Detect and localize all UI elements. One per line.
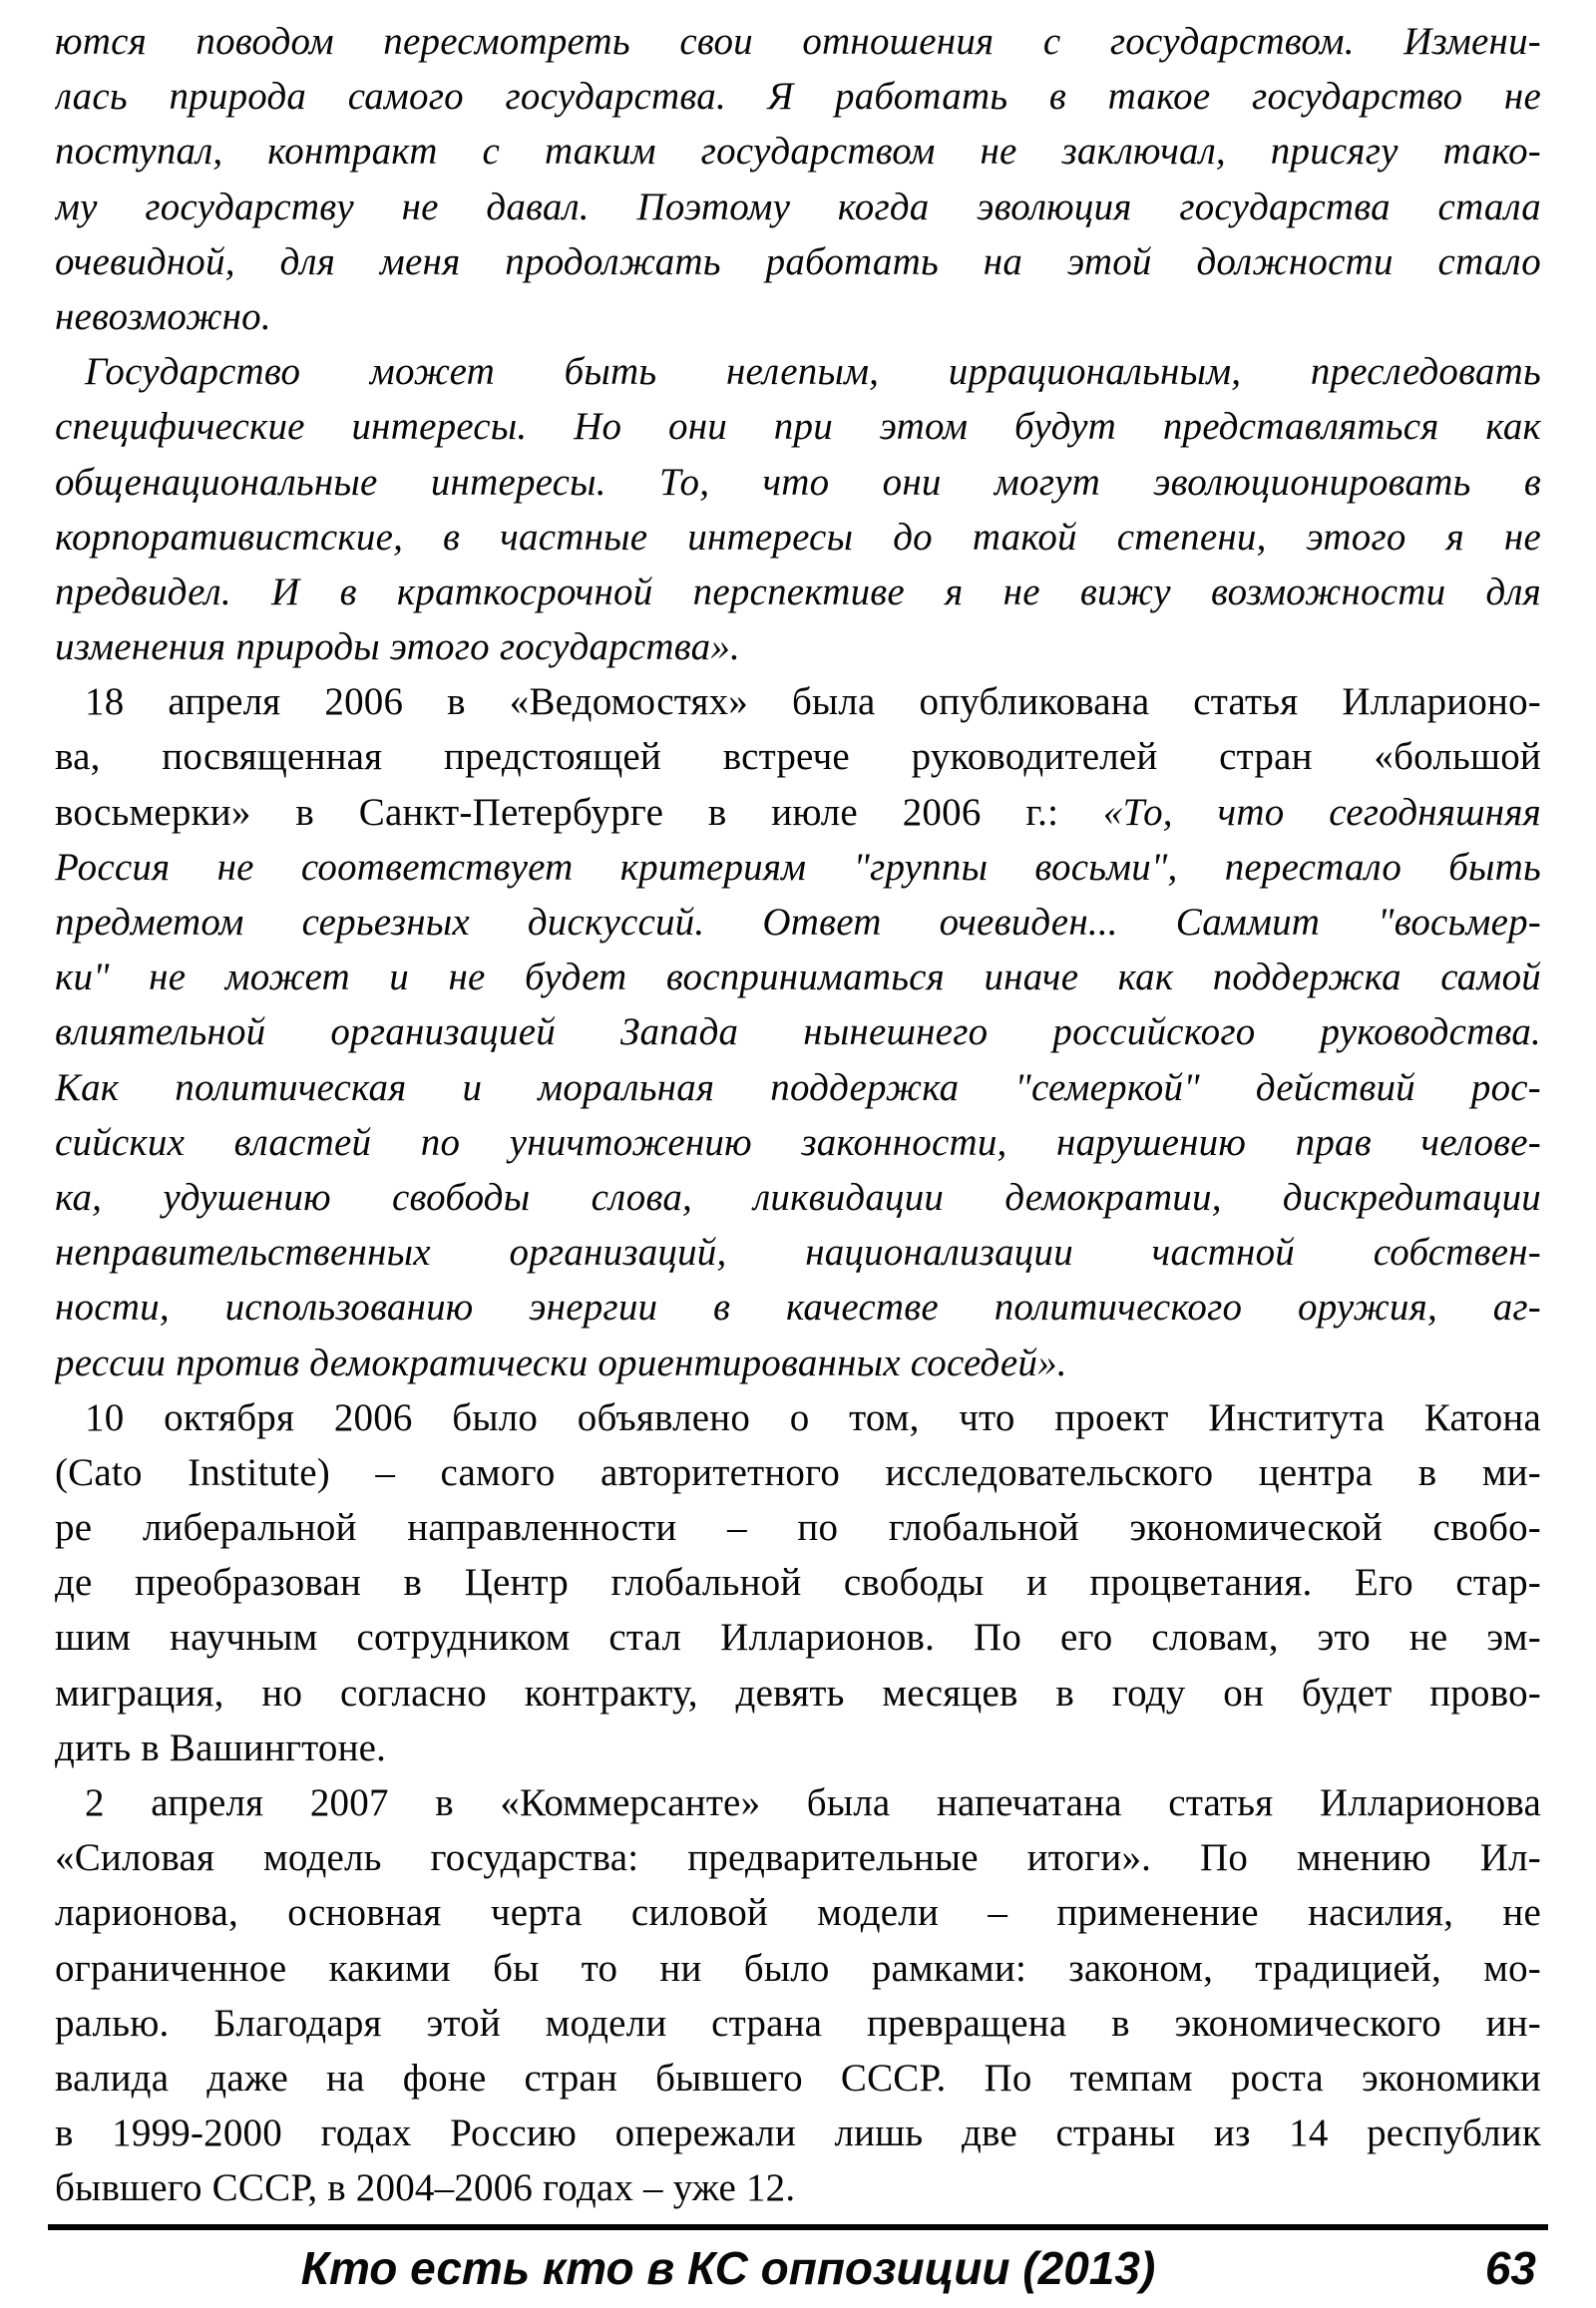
- text-line: [55, 1666, 1541, 1721]
- italic-text-run: специфические интересы. Но они при этом будут представляться как: [55, 405, 1541, 449]
- text-line: [55, 674, 1541, 729]
- italic-text-run: му государству не давал. Поэтому когда эволюция государства стала: [55, 185, 1541, 228]
- text-line: [55, 1610, 1541, 1665]
- text-line: [55, 1555, 1541, 1610]
- footer-divider: [48, 2224, 1548, 2230]
- text-run: ларионова, основная черта силовой модели – применение насилия, не: [55, 1891, 1541, 1935]
- text-run: ре либеральной направленности – по глобальной экономической свобо-: [55, 1506, 1541, 1550]
- page-body-text: [55, 14, 1541, 2216]
- italic-text-run: влиятельной организацией Запада нынешнего российского руководства.: [55, 1010, 1541, 1054]
- text-run: шим научным сотрудником стал Илларионов. По его словам, это не эм-: [55, 1616, 1541, 1660]
- text-run: в 1999-2000 годах Россию опережали лишь две страны из 14 республик: [55, 2112, 1541, 2155]
- text-line: [55, 1390, 1541, 1445]
- text-line: [55, 124, 1541, 179]
- text-line: [55, 1225, 1541, 1280]
- text-line: [55, 565, 1541, 619]
- text-line: [55, 1004, 1541, 1059]
- text-line: [55, 895, 1541, 950]
- text-run: ограниченное какими бы то ни было рамками: законом, традицией, мо-: [55, 1946, 1541, 1990]
- italic-text-run: ются поводом пересмотреть свои отношения с государством. Измени-: [55, 20, 1541, 63]
- italic-text-run: сийских властей по уничтожению законности, нарушению прав челове-: [55, 1120, 1541, 1164]
- text-run: миграция, но согласно контракту, девять месяцев в году он будет прово-: [55, 1671, 1541, 1715]
- text-line: [55, 399, 1541, 454]
- italic-text-run: поступал, контракт с таким государством не заключал, присягу тако-: [55, 130, 1541, 174]
- text-line: [55, 1996, 1541, 2051]
- text-run: 2 апреля 2007 в «Коммерсанте» была напечатана статья Илларионова: [85, 1781, 1541, 1824]
- text-run: ралью. Благодаря этой модели страна превращена в экономического ин-: [55, 2001, 1541, 2045]
- text-line: [55, 1170, 1541, 1225]
- text-run: 10 октября 2006 было объявлено о том, что проект Института Катона: [85, 1395, 1541, 1439]
- text-run: бывшего СССР, в 2004–2006 годах – уже 12.: [55, 2166, 796, 2210]
- text-line: [55, 289, 1541, 344]
- italic-text-run: общенациональные интересы. То, что они могут эволюционировать в: [55, 460, 1541, 504]
- text-line: [55, 344, 1541, 399]
- text-line: [55, 1336, 1541, 1390]
- text-run: «Силовая модель государства: предварительные итоги». По мнению Ил-: [55, 1836, 1541, 1880]
- italic-text-run: предметом серьезных дискуссий. Ответ очевиден... Саммит "восьмер-: [55, 901, 1541, 944]
- text-line: [55, 234, 1541, 289]
- italic-text-run: рессии против демократически ориентированных соседей».: [55, 1341, 1067, 1384]
- text-line: [55, 14, 1541, 69]
- text-line: [55, 69, 1541, 124]
- page-number: 63: [1484, 2242, 1536, 2294]
- text-line: [55, 1280, 1541, 1335]
- italic-text-run: «То, что сегодняшняя: [1102, 790, 1541, 834]
- italic-text-run: невозможно.: [55, 294, 271, 338]
- italic-text-run: ности, использованию энергии в качестве политического оружия, аг-: [55, 1286, 1541, 1330]
- text-line: [55, 2106, 1541, 2160]
- text-line: [55, 729, 1541, 784]
- text-line: [55, 1941, 1541, 1996]
- italic-text-run: ки" не может и не будет восприниматься иначе как поддержка самой: [55, 956, 1541, 999]
- text-line: [55, 455, 1541, 510]
- text-run: (Cato Institute) – самого авторитетного исследовательского центра в ми-: [55, 1450, 1541, 1494]
- italic-text-run: неправительственных организаций, национализации частной собствен-: [55, 1231, 1541, 1275]
- text-line: [55, 1060, 1541, 1115]
- text-line: [55, 1115, 1541, 1170]
- text-line: [55, 2160, 1541, 2215]
- italic-text-run: Россия не соответствует критериям "группы восьми", перестало быть: [55, 845, 1541, 889]
- text-line: [55, 840, 1541, 895]
- text-run: валида даже на фоне стран бывшего СССР. По темпам роста экономики: [55, 2056, 1541, 2100]
- text-run: де преобразован в Центр глобальной свободы и процветания. Его стар-: [55, 1561, 1541, 1605]
- text-run: 18 апреля 2006 в «Ведомостях» была опубликована статья Илларионо-: [85, 680, 1541, 724]
- italic-text-run: корпоративистские, в частные интересы до такой степени, этого я не: [55, 515, 1541, 559]
- italic-text-run: очевидной, для меня продолжать работать на этой должности стало: [55, 239, 1541, 283]
- text-run: ва, посвященная предстоящей встрече руководителей стран «большой: [55, 735, 1541, 779]
- text-line: [55, 1500, 1541, 1555]
- text-run: дить в Вашингтоне.: [55, 1726, 387, 1769]
- italic-text-run: ка, удушению свободы слова, ликвидации демократии, дискредитации: [55, 1175, 1541, 1219]
- text-line: [55, 1830, 1541, 1885]
- text-line: [55, 510, 1541, 565]
- italic-text-run: предвидел. И в краткосрочной перспективе я не вижу возможности для: [55, 570, 1541, 613]
- text-line: [55, 1721, 1541, 1775]
- text-line: [55, 1885, 1541, 1940]
- italic-text-run: Как политическая и моральная поддержка "семеркой" действий рос-: [55, 1065, 1541, 1109]
- text-line: [55, 1775, 1541, 1830]
- footer-book-title: Кто есть кто в КС оппозиции (2013): [300, 2242, 1156, 2294]
- italic-text-run: лась природа самого государства. Я работать в такое государство не: [55, 75, 1541, 119]
- text-line: [55, 950, 1541, 1004]
- text-line: [55, 1445, 1541, 1500]
- text-line: [55, 619, 1541, 674]
- text-line: [55, 2051, 1541, 2106]
- text-line: [55, 180, 1541, 234]
- text-run: восьмерки» в Санкт-Петербурге в июле 2006 г.:: [55, 790, 1103, 834]
- italic-text-run: Государство может быть нелепым, иррациональным, преследовать: [85, 350, 1541, 394]
- italic-text-run: изменения природы этого государства».: [55, 625, 740, 669]
- text-line: [55, 785, 1541, 840]
